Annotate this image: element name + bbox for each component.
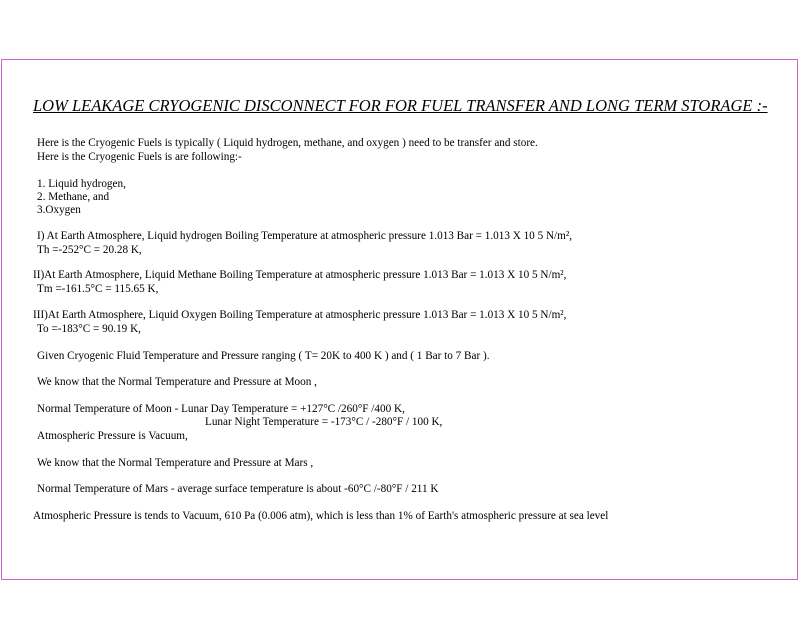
- hydrogen-boiling-line-2: Th =-252°C = 20.28 K,: [37, 244, 142, 256]
- moon-temperature-line-1: Normal Temperature of Moon - Lunar Day Temperature = +127°C /260°F /400 K,: [37, 403, 405, 415]
- intro-line-2: Here is the Cryogenic Fuels is are following:-: [37, 151, 242, 163]
- mars-pressure: Atmospheric Pressure is tends to Vacuum, 610 Pa (0.006 atm), which is less than 1% of Earth's atmospheric pressure at sea level: [33, 510, 609, 522]
- oxygen-boiling-line-1: III)At Earth Atmosphere, Liquid Oxygen Boiling Temperature at atmospheric pressure 1.013 Bar = 1.013 X 10 5 N/m²,: [33, 309, 567, 321]
- mars-temperature: Normal Temperature of Mars - average surface temperature is about -60°C /-80°F / 211 K: [37, 483, 439, 495]
- moon-temperature-line-2: Lunar Night Temperature = -173°C / -280°F / 100 K,: [205, 416, 443, 428]
- document-title: LOW LEAKAGE CRYOGENIC DISCONNECT FOR FOR FUEL TRANSFER AND LONG TERM STORAGE :-: [33, 96, 768, 115]
- fuel-list-item: 1. Liquid hydrogen,: [37, 178, 126, 190]
- moon-pressure: Atmospheric Pressure is Vacuum,: [37, 430, 188, 442]
- oxygen-boiling-line-2: To =-183°C = 90.19 K,: [37, 323, 141, 335]
- fuel-list-item: 3.Oxygen: [37, 204, 81, 216]
- mars-intro: We know that the Normal Temperature and Pressure at Mars ,: [37, 457, 314, 469]
- hydrogen-boiling-line-1: I) At Earth Atmosphere, Liquid hydrogen Boiling Temperature at atmospheric pressure 1.013 Bar = 1.013 X 10 5 N/m²,: [37, 230, 572, 242]
- intro-line-1: Here is the Cryogenic Fuels is typically ( Liquid hydrogen, methane, and oxygen ) need to be transfer and store.: [37, 137, 538, 149]
- given-range: Given Cryogenic Fluid Temperature and Pressure ranging ( T= 20K to 400 K ) and ( 1 Bar to 7 Bar ).: [37, 350, 490, 362]
- fuel-list-item: 2. Methane, and: [37, 191, 110, 203]
- methane-boiling-line-1: II)At Earth Atmosphere, Liquid Methane Boiling Temperature at atmospheric pressure 1.013 Bar = 1.013 X 10 5 N/m²,: [33, 269, 567, 281]
- moon-intro: We know that the Normal Temperature and Pressure at Moon ,: [37, 376, 317, 388]
- methane-boiling-line-2: Tm =-161.5°C = 115.65 K,: [37, 283, 159, 295]
